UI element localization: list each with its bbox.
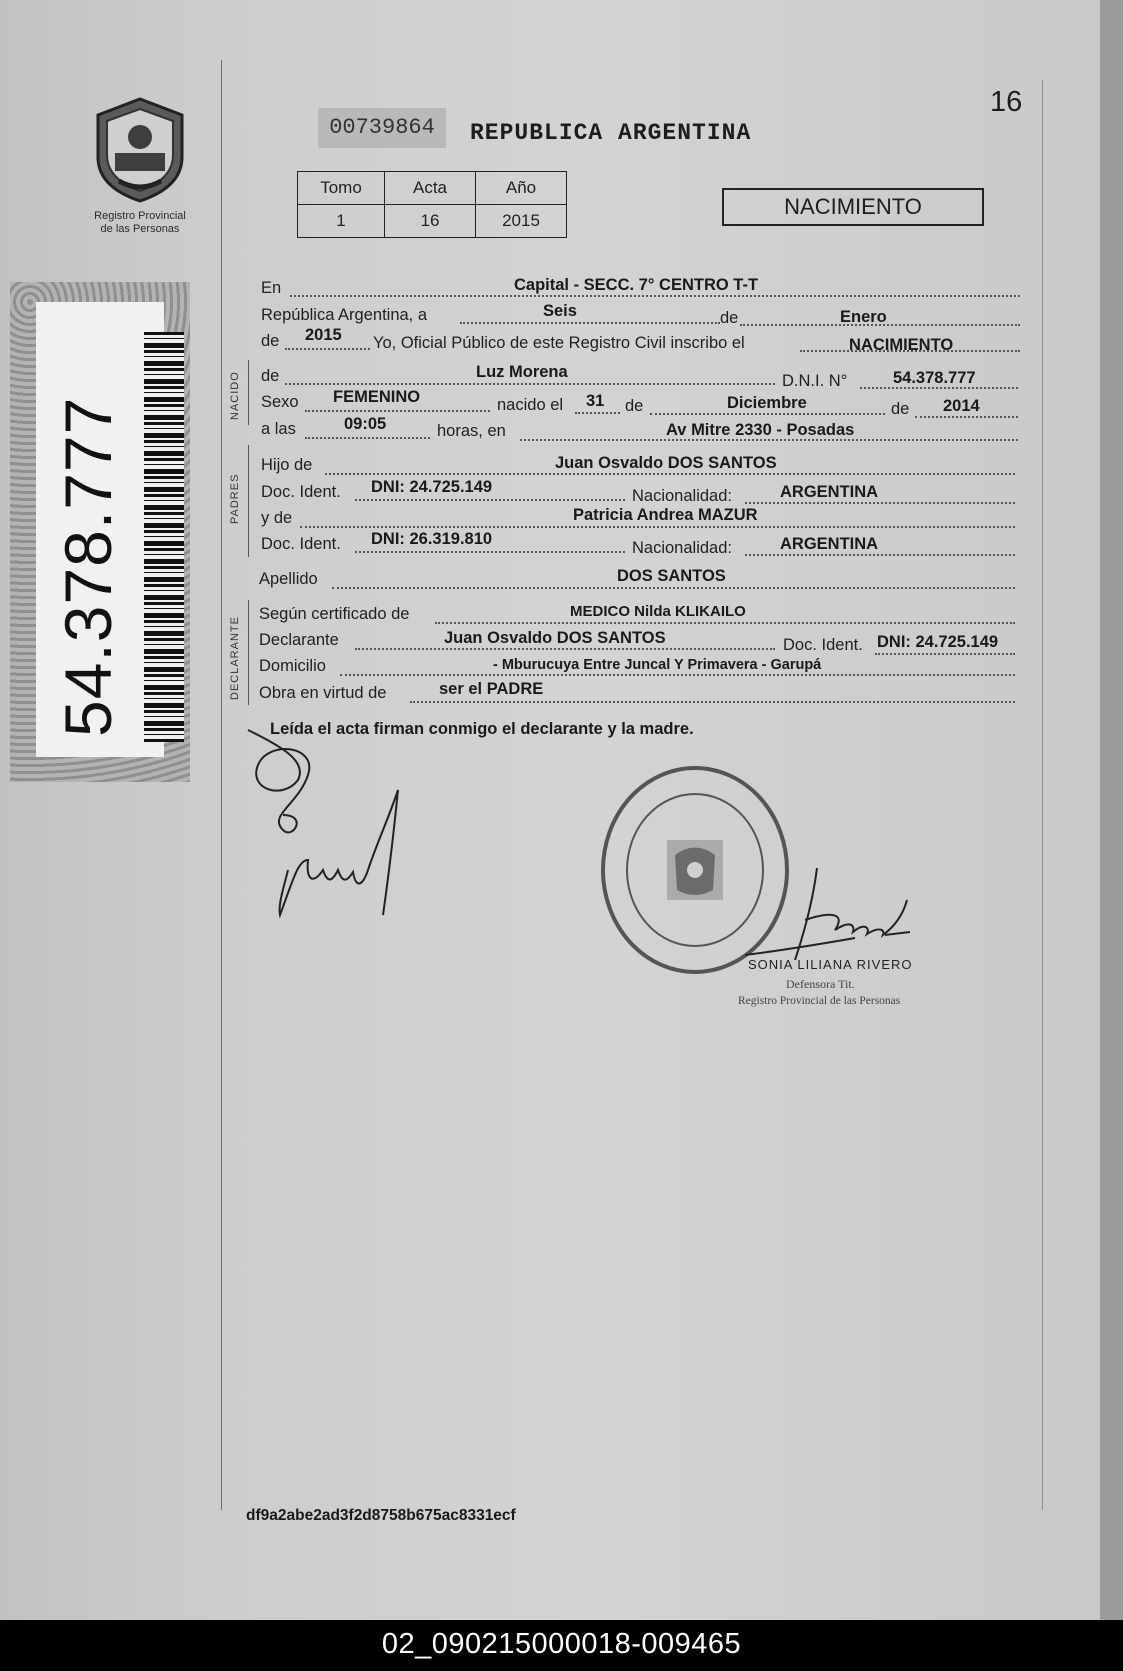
- officer-office: Registro Provincial de las Personas: [738, 995, 901, 1007]
- lugar-value: Av Mitre 2330 - Posadas: [666, 421, 855, 439]
- inscribo-label: Yo, Oficial Público de este Registro Civil inscribo el: [373, 334, 745, 352]
- dni-security-strip: [10, 282, 190, 782]
- madre-value: Patricia Andrea MAZUR: [573, 506, 758, 524]
- dotted-line: [435, 620, 1015, 624]
- doc2-label: Doc. Ident.: [261, 535, 341, 553]
- padre-value: Juan Osvaldo DOS SANTOS: [555, 454, 777, 472]
- tomo-header: Tomo: [298, 172, 385, 205]
- serial-number: 00739864: [318, 108, 446, 148]
- page-number: 16: [990, 86, 1023, 118]
- acta-value: 16: [385, 205, 476, 238]
- registry-name-line2: de las Personas: [100, 223, 180, 235]
- apellido-value: DOS SANTOS: [617, 567, 726, 585]
- declarante-label: Declarante: [259, 631, 339, 649]
- anio-header: Año: [476, 172, 567, 205]
- inscribo-value: NACIMIENTO: [849, 336, 954, 354]
- dni-strip-number: 54.378.777: [51, 396, 125, 737]
- yde-label: y de: [261, 509, 293, 527]
- republica-label: República Argentina, a: [261, 306, 428, 324]
- record-type-box: NACIMIENTO: [722, 188, 984, 226]
- section-label-declarante: DECLARANTE: [229, 616, 241, 700]
- registry-name: [70, 210, 210, 236]
- domicilio-label: Domicilio: [259, 657, 326, 675]
- page-edge: [1100, 0, 1123, 1620]
- madre-doc-value: DNI: 26.319.810: [371, 530, 493, 548]
- nac2-label: Nacionalidad:: [632, 539, 732, 557]
- certificado-label: Según certificado de: [259, 605, 410, 623]
- alas-label: a las: [261, 420, 296, 438]
- right-margin-rule: [1042, 80, 1043, 1510]
- dni-label: D.N.I. N°: [782, 372, 848, 390]
- section-label-nacido: NACIDO: [229, 371, 241, 420]
- tomo-value: 1: [298, 205, 385, 238]
- nombre-label: de: [261, 367, 280, 385]
- decl-doc-label: Doc. Ident.: [783, 636, 863, 654]
- obra-label: Obra en virtud de: [259, 684, 387, 702]
- declarante-value: Juan Osvaldo DOS SANTOS: [444, 629, 666, 647]
- dotted-line: [355, 549, 625, 553]
- nac1-label: Nacionalidad:: [632, 487, 732, 505]
- closing-statement: Leída el acta firman conmigo el declarante y la madre.: [270, 720, 694, 738]
- domicilio-value: - Mburucuya Entre Juncal Y Primavera - Garupá: [493, 657, 822, 673]
- section-rule-padres: [248, 445, 249, 557]
- officer-title: Defensora Tit.: [786, 977, 855, 991]
- en-label: En: [261, 279, 282, 297]
- en-value: Capital - SECC. 7° CENTRO T-T: [514, 276, 759, 294]
- obra-value: ser el PADRE: [439, 680, 544, 698]
- horas-label: horas, en: [437, 422, 506, 440]
- de2-label: de: [261, 332, 280, 350]
- barcode: [144, 332, 184, 742]
- footer-bar: [0, 1620, 1123, 1671]
- officer-signature: [735, 860, 935, 970]
- dotted-line: [410, 699, 1015, 703]
- officer-name: SONIA LILIANA RIVERO: [748, 957, 913, 972]
- doc1-label: Doc. Ident.: [261, 483, 341, 501]
- dotted-line: [305, 408, 490, 412]
- sexo-value: FEMENINO: [333, 388, 421, 406]
- nac-de-label: de: [625, 397, 644, 415]
- dotted-line: [460, 320, 720, 324]
- section-label-padres: PADRES: [229, 473, 241, 524]
- de-label: de: [720, 309, 739, 327]
- document-hash: df9a2abe2ad3f2d8758b675ac8331ecf: [246, 1507, 516, 1524]
- dotted-line: [355, 497, 625, 501]
- section-rule-nacido: [248, 360, 249, 425]
- record-id-table: [297, 171, 567, 238]
- acta-header: Acta: [385, 172, 476, 205]
- certificado-value: MEDICO Nilda KLIKAILO: [570, 603, 746, 620]
- left-margin-rule: [221, 60, 222, 1510]
- provincial-seal-logo: [85, 95, 195, 205]
- decl-doc-value: DNI: 24.725.149: [877, 633, 999, 651]
- nacido-label: nacido el: [497, 396, 564, 414]
- hijo-label: Hijo de: [261, 456, 313, 474]
- country-title: REPUBLICA ARGENTINA: [470, 120, 752, 146]
- nombre-value: Luz Morena: [476, 363, 568, 381]
- nac-anio-value: 2014: [943, 397, 980, 415]
- dotted-line: [305, 435, 430, 439]
- footer-code: 02_090215000018-009465: [381, 1628, 742, 1660]
- anio-value: 2015: [305, 326, 342, 344]
- dia-value: Seis: [543, 302, 577, 320]
- padre-nac-value: ARGENTINA: [780, 483, 879, 501]
- hora-value: 09:05: [344, 415, 387, 433]
- dni-value: 54.378.777: [893, 369, 976, 387]
- madre-nac-value: ARGENTINA: [780, 535, 879, 553]
- apellido-label: Apellido: [259, 570, 318, 588]
- dotted-line: [285, 346, 370, 350]
- section-rule-declarante: [248, 600, 249, 705]
- registry-name-line1: Registro Provincial: [94, 210, 186, 222]
- anio-value: 2015: [476, 205, 567, 238]
- padre-doc-value: DNI: 24.725.149: [371, 478, 493, 496]
- declarant-signature: [238, 720, 418, 930]
- nac-de2-label: de: [891, 400, 910, 418]
- nac-mes-value: Diciembre: [727, 394, 807, 412]
- nac-dia-value: 31: [586, 392, 605, 410]
- sexo-label: Sexo: [261, 393, 299, 411]
- mes-value: Enero: [840, 308, 887, 326]
